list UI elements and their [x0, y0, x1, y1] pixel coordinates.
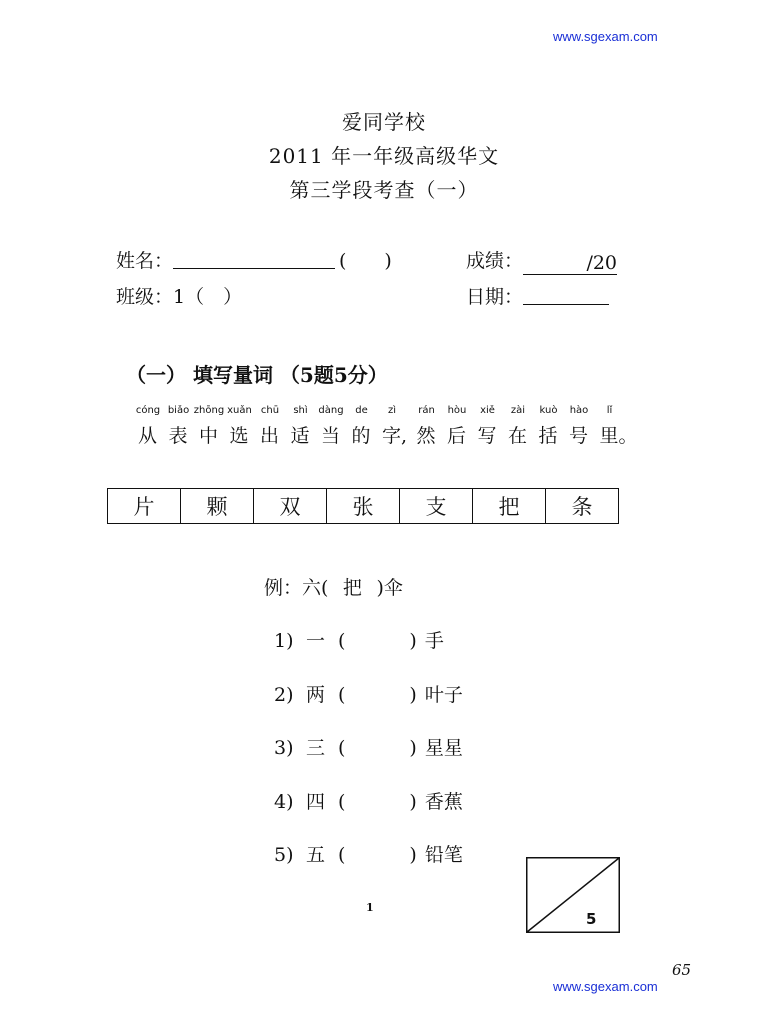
word-bank-cell: 条 — [546, 489, 619, 524]
word-bank-cell: 张 — [327, 489, 400, 524]
date-label: 日期： — [466, 286, 524, 308]
instruction-character: 选 — [229, 425, 249, 447]
question-item — [274, 626, 444, 653]
school-name: 爱同学校 — [342, 110, 426, 134]
question-close-paren: ) — [409, 683, 417, 706]
question-open-paren: ( — [338, 630, 346, 652]
question-open-paren: ( — [338, 683, 346, 706]
example-after: )伞 — [376, 577, 403, 599]
pinyin-syllable: zì — [387, 405, 397, 416]
word-bank-cell: 双 — [254, 489, 327, 524]
instruction-character: 括 — [538, 425, 558, 447]
question-item — [274, 840, 463, 867]
word-bank-table — [107, 488, 619, 524]
question-noun: 叶子 — [424, 683, 463, 706]
question-close-paren: ) — [409, 737, 417, 759]
pinyin-syllable: chū — [260, 405, 280, 416]
question-noun: 铅笔 — [424, 844, 463, 866]
question-answer-blank[interactable] — [345, 684, 409, 706]
question-item — [274, 733, 463, 760]
pinyin-syllable: hòu — [447, 405, 467, 416]
word-bank-cell: 把 — [473, 489, 546, 524]
question-number: 5) — [274, 844, 294, 866]
section-heading: （一） 填写量词 （5题5分） — [126, 363, 388, 387]
name-paren: ( ) — [339, 250, 392, 272]
instruction-character: 在 — [508, 425, 528, 447]
question-number: 2) — [274, 683, 294, 706]
word-bank-row — [108, 489, 619, 524]
date-blank[interactable] — [523, 286, 609, 305]
class-label: 班级： — [116, 286, 174, 308]
question-number: 4) — [274, 790, 294, 813]
term-title: 第三学段考查（一） — [289, 178, 479, 202]
question-item — [274, 680, 463, 707]
instruction-character: 字, — [382, 425, 408, 447]
score-box — [526, 857, 620, 933]
name-blank[interactable] — [173, 250, 335, 269]
question-number-word: 四 — [306, 790, 326, 813]
instruction-character: 的 — [351, 425, 371, 447]
question-close-paren: ) — [409, 844, 417, 866]
page-number: 1 — [366, 901, 374, 914]
watermark-url-bottom: www.sgexam.com — [553, 979, 658, 994]
name-field — [116, 246, 392, 273]
example-label: 例： — [264, 577, 303, 599]
pinyin-syllable: xuǎn — [227, 405, 252, 416]
pinyin-syllable: zhōng — [193, 405, 225, 416]
instruction-character: 当 — [321, 425, 341, 447]
question-answer-blank[interactable] — [345, 844, 409, 866]
pinyin-syllable: rán — [418, 405, 435, 416]
score-label: 成绩： — [466, 250, 524, 272]
question-noun: 香蕉 — [424, 790, 463, 813]
question-number: 1) — [274, 630, 294, 652]
question-open-paren: ( — [338, 844, 346, 866]
question-close-paren: ) — [409, 630, 417, 652]
name-label: 姓名： — [116, 250, 174, 272]
pinyin-syllable: dàng — [318, 405, 344, 416]
handwritten-page-number: 65 — [672, 961, 692, 979]
question-answer-blank[interactable] — [345, 737, 409, 759]
instruction-character: 中 — [199, 425, 219, 447]
instruction-character: 写 — [477, 425, 497, 447]
pinyin-syllable: zài — [510, 405, 526, 416]
instruction-character: 出 — [260, 425, 280, 447]
score-box-total: 5 — [586, 910, 597, 928]
word-bank-cell: 颗 — [181, 489, 254, 524]
question-answer-blank[interactable] — [345, 630, 409, 652]
question-noun: 手 — [424, 630, 444, 652]
example-answer: 把 — [342, 577, 362, 599]
class-field — [116, 282, 242, 309]
pinyin-syllable: xiě — [480, 405, 495, 416]
instruction-character: 从 — [138, 425, 158, 447]
score-value: /20 — [586, 252, 618, 274]
question-close-paren: ) — [409, 790, 417, 813]
score-field — [466, 246, 617, 275]
question-open-paren: ( — [338, 790, 346, 813]
exam-title: 2011 年一年级高级华文 — [268, 144, 500, 168]
question-item — [274, 787, 463, 814]
pinyin-syllable: de — [355, 405, 368, 416]
word-bank-cell: 片 — [108, 489, 181, 524]
pinyin-syllable: kuò — [539, 405, 558, 416]
question-number: 3) — [274, 737, 294, 759]
pinyin-syllable: biǎo — [167, 405, 190, 416]
question-noun: 星星 — [424, 737, 463, 759]
instruction-character: 表 — [168, 425, 188, 447]
example-line — [264, 573, 403, 600]
pinyin-syllable: lǐ — [606, 405, 613, 416]
question-number-word: 一 — [306, 630, 326, 652]
instruction-character: 适 — [290, 425, 310, 447]
question-number-word: 两 — [306, 683, 326, 706]
example-before: 六( — [302, 577, 329, 599]
question-number-word: 三 — [306, 737, 326, 759]
instruction-character: 后 — [447, 425, 467, 447]
question-number-word: 五 — [306, 844, 326, 866]
date-field — [466, 282, 609, 309]
score-blank[interactable] — [523, 252, 617, 275]
question-open-paren: ( — [338, 737, 346, 759]
pinyin-syllable: hào — [569, 405, 589, 416]
pinyin-syllable: shì — [293, 405, 308, 416]
watermark-url-top: www.sgexam.com — [553, 29, 658, 44]
question-answer-blank[interactable] — [345, 791, 409, 813]
class-value: 1（ ） — [173, 286, 243, 308]
instruction-character: 然 — [416, 425, 436, 447]
word-bank-cell: 支 — [400, 489, 473, 524]
pinyin-syllable: cóng — [135, 405, 161, 416]
instruction-character: 里。 — [599, 425, 638, 447]
instruction-character: 号 — [569, 425, 589, 447]
